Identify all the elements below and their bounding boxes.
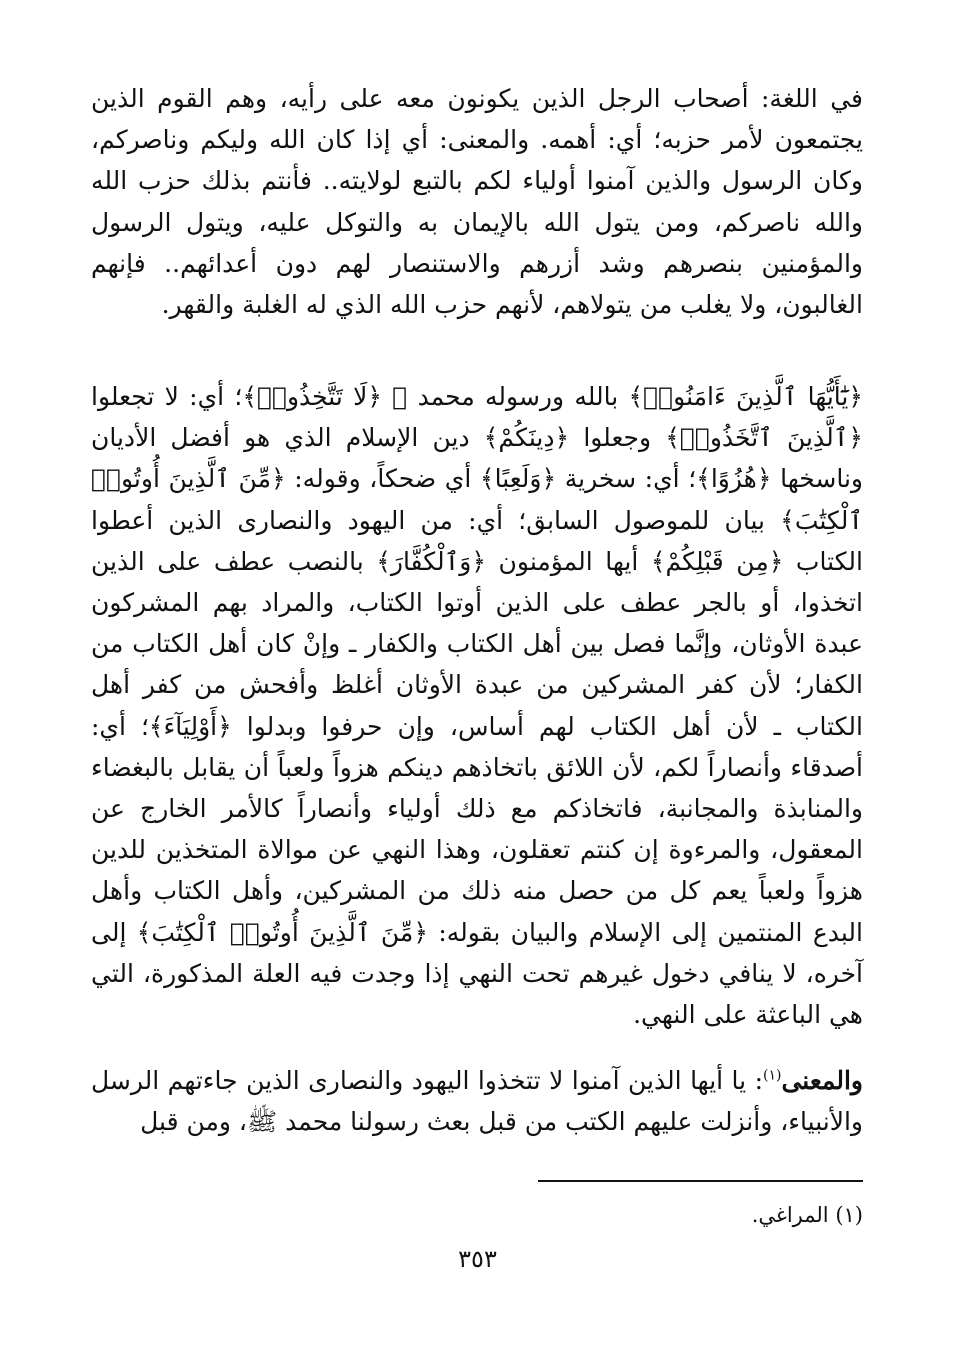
paragraph-3	[91, 1060, 863, 1142]
footnote-marker: (١)	[763, 1067, 782, 1084]
paragraph-2	[91, 376, 863, 1035]
paragraph-3-text	[91, 1060, 863, 1142]
footnote: (١) المراغي.	[751, 1203, 863, 1227]
footnote-divider	[538, 1180, 863, 1182]
page-number: ٣٥٣	[458, 1245, 497, 1273]
paragraph-1	[91, 78, 863, 325]
paragraph-3-body: : يا أيها الذين آمنوا لا تتخذوا اليهود والنصارى الذين جاءتهم الرسل والأنبياء، وأنزلت عليهم الكتب من قبل بعث رسولنا محمد ﷺ، ومن قبل	[91, 1066, 863, 1137]
paragraph-2-text: ﴿يَٰٓأَيُّهَا ٱلَّذِينَ ءَامَنُوا۟﴾ بالله ورسوله محمد ﷺ ﴿لَا تَتَّخِذُوا۟﴾؛ أي: لا تجعلوا ﴿ٱلَّذِينَ ٱتَّخَذُوا۟﴾ وجعلوا ﴿دِينَكُمْ﴾ دين الإسلام الذي هو أفضل الأديان وناسخها ﴿هُزُوًا﴾؛ أي: سخرية ﴿وَلَعِبًا﴾ أي ضحكاً، وقوله: ﴿مِّنَ ٱلَّذِينَ أُوتُوا۟ ٱلْكِتَٰبَ﴾ بيان للموصول السابق؛ أي: من اليهود والنصارى الذين أعطوا الكتاب ﴿مِن قَبْلِكُمْ﴾ أيها المؤمنون ﴿وَٱلْكُفَّارَ﴾ بالنصب عطف على الذين اتخذوا، أو بالجر عطف على الذين أوتوا الكتاب، والمراد بهم المشركون عبدة الأوثان، وإنَّما فصل بين أهل الكتاب والكفار ـ وإنْ كان أهل الكتاب من الكفار؛ لأن كفر المشركين من عبدة الأوثان أغلظ وأفحش من كفر أهل الكتاب ـ لأن أهل الكتاب لهم أساس، وإن حرفوا وبدلوا ﴿أَوْلِيَآءَ﴾؛ أي: أصدقاء وأنصاراً لكم، لأن اللائق باتخاذهم دينكم هزواً ولعباً أن يقابل بالبغضاء والمنابذة والمجانبة، فاتخاذكم مع ذلك أولياء وأنصاراً كالأمر الخارج عن المعقول، والمرءوة إن كنتم تعقلون، وهذا النهي عن موالاة المتخذين للدين هزواً ولعباً يعم كل من حصل منه ذلك من المشركين، وأهل الكتاب وأهل البدع المنتمين إلى الإسلام والبيان بقوله: ﴿مِّنَ ٱلَّذِينَ أُوتُوا۟ ٱلْكِتَٰبَ﴾ إلى آخره، لا ينافي دخول غيرهم تحت النهي إذا وجدت فيه العلة المذكورة، التي هي الباعثة على النهي.	[91, 382, 863, 1030]
paragraph-3-lead: والمعنى	[781, 1066, 863, 1095]
paragraph-1-text: في اللغة: أصحاب الرجل الذين يكونون معه على رأيه، وهم القوم الذين يجتمعون لأمر حزبه؛ أي: أهمه. والمعنى: أي إذا كان الله وليكم وناصركم، وكان الرسول والذين آمنوا أولياء لكم بالتبع لولايته.. فأنتم بذلك حزب الله والله ناصركم، ومن يتول الله بالإيمان به والتوكل عليه، ويتول الرسول والمؤمنين بنصرهم وشد أزرهم والاستنصار لهم دون أعدائهم.. فإنهم الغالبون، ولا يغلب من يتولاهم، لأنهم حزب الله الذي له الغلبة والقهر.	[91, 84, 863, 320]
